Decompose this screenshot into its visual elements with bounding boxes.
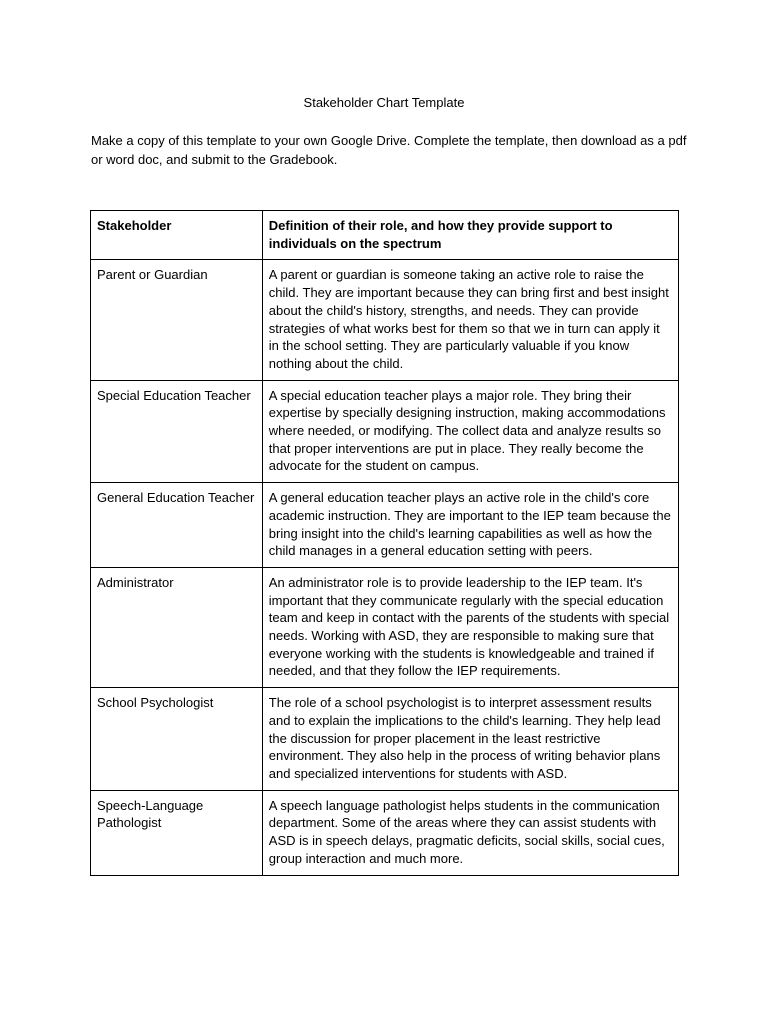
definition-cell: An administrator role is to provide leadership to the IEP team. It's important that they communicate regularly with the special education team and keep in contact with the parents of the students with special needs. Working with ASD, they are responsible to making sure that everyone working with the students is knowledgeable and trained if needed, and that they follow the IEP requirements.	[262, 567, 678, 687]
stakeholder-cell: Speech-Language Pathologist	[91, 790, 263, 875]
definition-cell: A speech language pathologist helps students in the communication department. Some of the areas where they can assist students with ASD is in speech delays, pragmatic deficits, social skills, social cues, group interaction and much more.	[262, 790, 678, 875]
definition-cell: A parent or guardian is someone taking an active role to raise the child. They are important because they can bring first and best insight about the child's history, strengths, and needs. They can provide strategies of what works best for them so that we in turn can apply it in the school setting. They are particularly valuable if you know nothing about the child.	[262, 260, 678, 380]
definition-cell: A special education teacher plays a major role. They bring their expertise by specially designing instruction, making accommodations where needed, or modifying. The collect data and analyze results so that proper interventions are put in place. They really become the advocate for the student on campus.	[262, 380, 678, 483]
header-definition: Definition of their role, and how they provide support to individuals on the spectrum	[262, 211, 678, 260]
stakeholder-cell: Parent or Guardian	[91, 260, 263, 380]
table-row	[91, 688, 679, 791]
stakeholder-cell: General Education Teacher	[91, 483, 263, 568]
header-stakeholder: Stakeholder	[91, 211, 263, 260]
stakeholder-table	[90, 210, 679, 876]
table-row	[91, 790, 679, 875]
table-row	[91, 380, 679, 483]
stakeholder-cell: Special Education Teacher	[91, 380, 263, 483]
intro-paragraph: Make a copy of this template to your own Google Drive. Complete the template, then download as a pdf or word doc, and submit to the Gradebook.	[91, 133, 687, 167]
document-title: Stakeholder Chart Template	[303, 95, 465, 110]
table-row	[91, 260, 679, 380]
table-header-row	[91, 211, 679, 260]
definition-cell: A general education teacher plays an active role in the child's core academic instruction. They are important to the IEP team because the bring insight into the child's learning capabilities as well as how the child manages in a general education setting with peers.	[262, 483, 678, 568]
table-row	[91, 483, 679, 568]
definition-cell: The role of a school psychologist is to interpret assessment results and to explain the implications to the child's learning. They help lead the discussion for proper placement in the least restrictive environment. They also help in the process of writing behavior plans and specialized interventions for students with ASD.	[262, 688, 678, 791]
table-row	[91, 567, 679, 687]
stakeholder-cell: Administrator	[91, 567, 263, 687]
stakeholder-cell: School Psychologist	[91, 688, 263, 791]
